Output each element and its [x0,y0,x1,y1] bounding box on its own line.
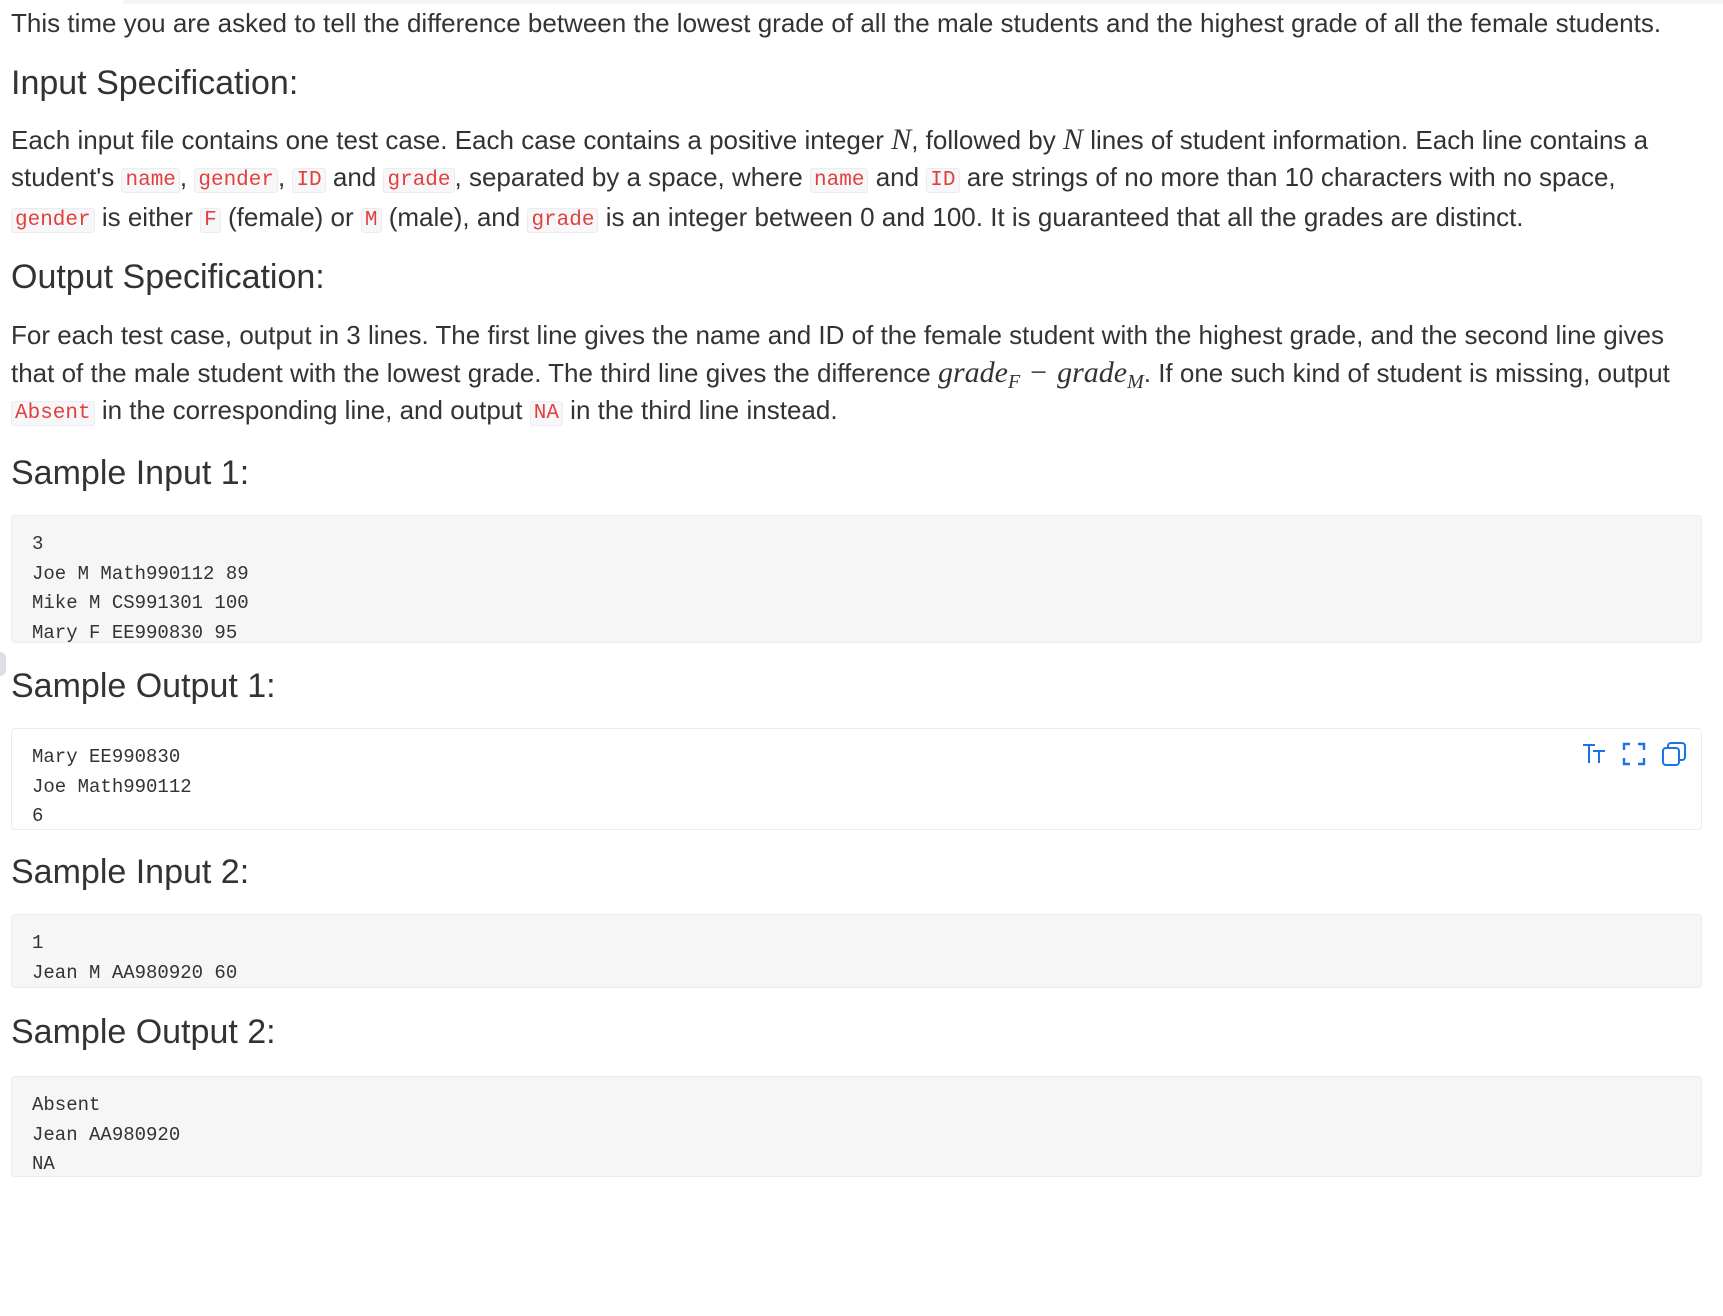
code-block-toolbar [1581,741,1687,767]
sample-output-1-heading: Sample Output 1: [11,667,276,705]
sample-input-2-block[interactable]: 1 Jean M AA980920 60 [11,914,1702,988]
code-name: name [810,168,868,193]
problem-statement [11,0,1703,1177]
side-drawer-handle[interactable] [0,652,6,676]
copy-icon[interactable] [1661,741,1687,767]
code-f: F [200,208,221,233]
sample-input-1-block[interactable]: 3 Joe M Math990112 89 Mike M CS991301 100 Mary F EE990830 95 [11,515,1702,643]
code-grade: grade [527,208,598,233]
output-spec-paragraph: For each test case, output in 3 lines. The first line gives the name and ID of the female student with the highest grade, and the second line gives that of the male student with the lowest grade. The third line gives the difference grade$_F$ − grade$_M$. If one such kind of student is missing, output Absent in the corresponding line, and output NA in the third line instead. [11,320,1670,425]
code-name: name [121,168,179,193]
code-na: NA [530,401,563,426]
input-spec-paragraph: Each input file contains one test case. Each case contains a positive integer N, followed by N lines of student information. Each line contains a student's name , gender , ID and grade , separated by a space, where name and ID are strings of no more than 10 characters with no space, gender is either F (female) or M (male), and grade is an integer between 0 and 100. It is guaranteed that all the grades are distinct. [11,123,1649,232]
sample-output-2-block[interactable]: Absent Jean AA980920 NA [11,1076,1702,1177]
sample-input-2-heading: Sample Input 2: [11,853,250,891]
intro-paragraph: This time you are asked to tell the difference between the lowest grade of all the male students and the highest grade of all the female students. [11,8,1662,38]
font-size-icon[interactable] [1581,741,1607,767]
code-id: ID [926,168,959,193]
code-gender: gender [11,208,95,233]
code-id: ID [292,168,325,193]
input-spec-heading: Input Specification: [11,64,299,102]
fullscreen-icon[interactable] [1621,741,1647,767]
output-spec-heading: Output Specification: [11,258,325,296]
code-gender: gender [194,168,278,193]
sample-input-1-heading: Sample Input 1: [11,454,250,492]
code-grade: grade [383,168,454,193]
code-absent: Absent [11,401,95,426]
code-m: M [361,208,382,233]
math-difference: grade$_F$ − grade$_M$ [937,356,1144,393]
sample-output-2-heading: Sample Output 2: [11,1013,276,1051]
sample-output-1-block[interactable]: Mary EE990830 Joe Math990112 6 [11,728,1702,830]
